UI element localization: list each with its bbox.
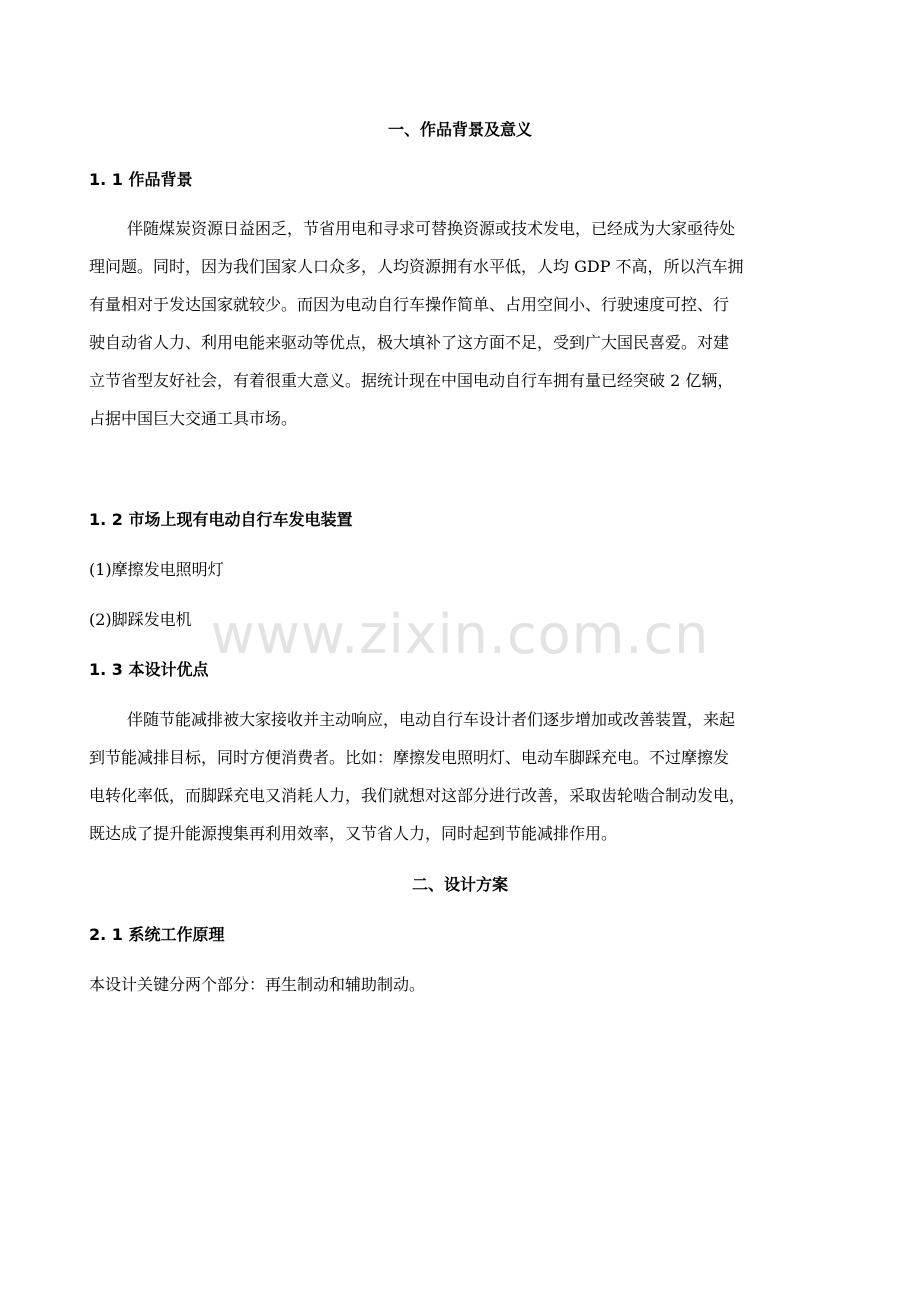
paragraph-line: 既达成了提升能源搜集再利用效率，又节省人力，同时起到节能减排作用。 bbox=[89, 824, 618, 843]
section-2-title: 二、设计方案 bbox=[411, 875, 508, 894]
paragraph-line: 有量相对于发达国家就较少。而因为电动自行车操作简单、占用空间小、行驶速度可控、行 bbox=[89, 295, 730, 314]
heading-1-3: 1. 3 本设计优点 bbox=[89, 660, 209, 679]
paragraph-1-3 bbox=[89, 701, 831, 853]
heading-2-1: 2. 1 系统工作原理 bbox=[89, 925, 225, 944]
paragraph-line: 占据中国巨大交通工具市场。 bbox=[89, 409, 298, 428]
watermark: www.zixin.com.cn bbox=[210, 603, 710, 666]
paragraph-line: 电转化率低，而脚踩充电又消耗人力，我们就想对这部分进行改善，采取齿轮啮合制动发电， bbox=[89, 786, 746, 805]
section-1-title: 一、作品背景及意义 bbox=[387, 120, 532, 139]
paragraph-line: 驶自动省人力、利用电能来驱动等优点，极大填补了这方面不足，受到广大国民喜爱。对建 bbox=[89, 333, 730, 352]
heading-1-1: 1. 1 作品背景 bbox=[89, 170, 193, 189]
paragraph-2-1: 本设计关键分两个部分：再生制动和辅助制动。 bbox=[89, 975, 426, 994]
heading-1-2: 1. 2 市场上现有电动自行车发电装置 bbox=[89, 510, 353, 529]
paragraph-line: 立节省型友好社会，有着很重大意义。据统计现在中国电动自行车拥有量已经突破 2 亿辆， bbox=[89, 371, 734, 390]
paragraph-line: 伴随煤炭资源日益困乏，节省用电和寻求可替换资源或技术发电，已经成为大家亟待处 bbox=[127, 219, 736, 238]
list-item: (1)摩擦发电照明灯 bbox=[89, 560, 224, 579]
paragraph-line: 伴随节能减排被大家接收并主动响应，电动自行车设计者们逐步增加或改善装置，来起 bbox=[127, 710, 736, 729]
paragraph-line: 理问题。同时，因为我们国家人口众多，人均资源拥有水平低，人均 GDP 不高，所以汽车拥 bbox=[89, 257, 744, 276]
paragraph-1-1 bbox=[89, 210, 831, 438]
paragraph-line: 到节能减排目标，同时方便消费者。比如：摩擦发电照明灯、电动车脚踩充电。不过摩擦发 bbox=[89, 748, 730, 767]
list-item: (2)脚踩发电机 bbox=[89, 610, 192, 629]
